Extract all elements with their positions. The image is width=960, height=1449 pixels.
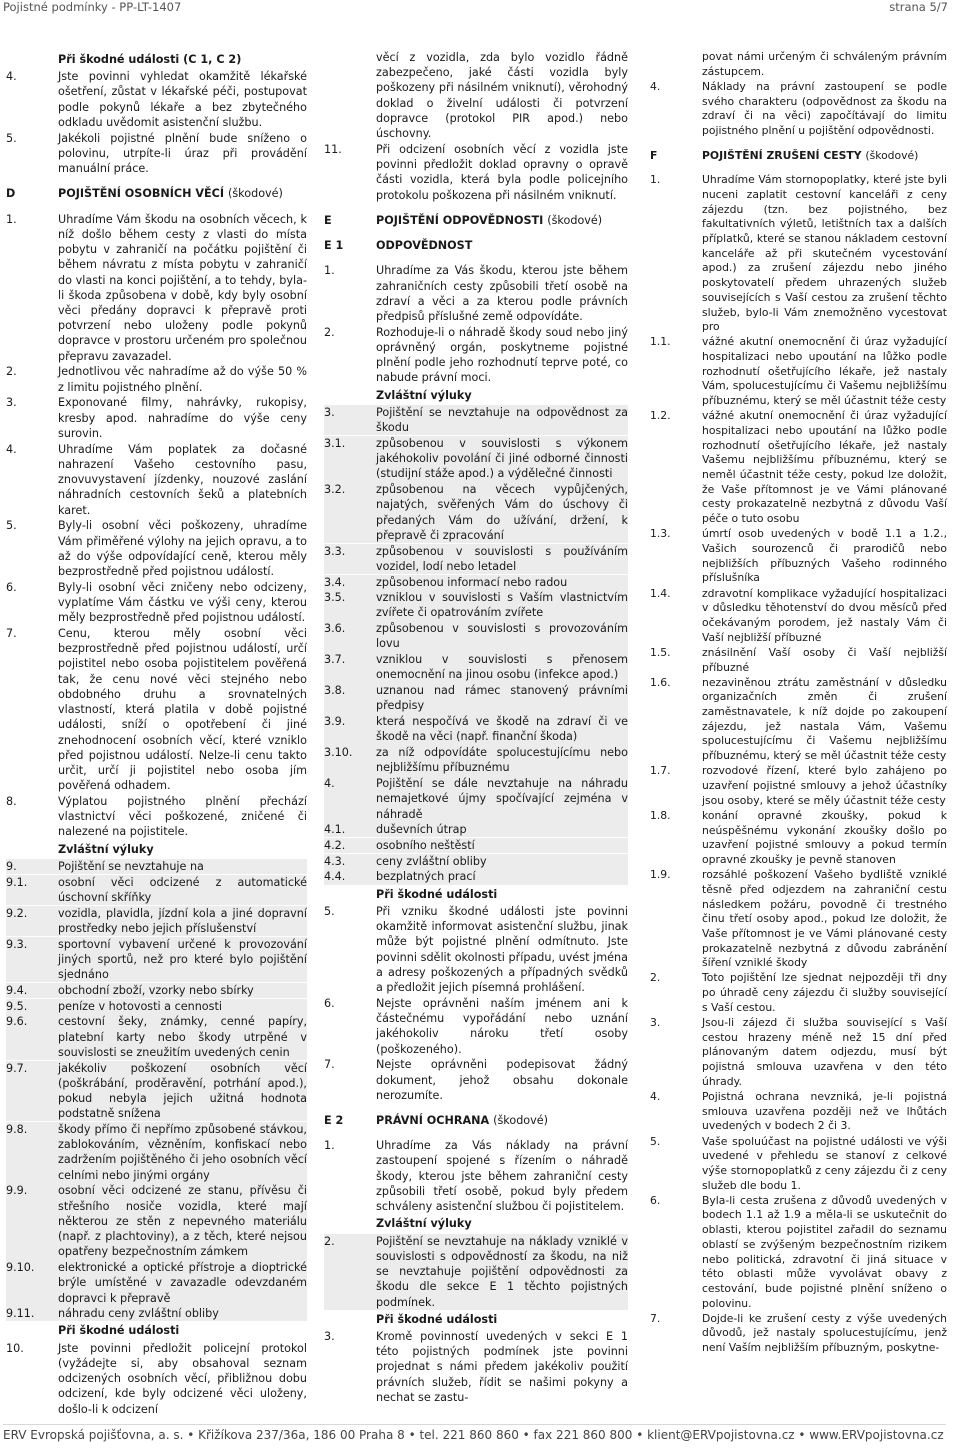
clause-item: [324, 142, 628, 203]
clause-item: [324, 325, 628, 386]
section-title: [58, 186, 283, 201]
subsection-heading: Při škodné události: [376, 887, 498, 901]
clause-text: věcí z vozidla, zda bylo vozidlo řádně zabezpečeno, jaké části vozidla byly poškozeny při násilném vniknutí), věrohodný doklad o živelní události či potvrzení dopravce (protokol PIR apod.) nebo úschovny.: [376, 51, 628, 141]
clause-item: [6, 364, 307, 394]
section-title: [702, 149, 918, 164]
section-heading: [6, 186, 307, 201]
clause-number: 2.: [650, 971, 661, 985]
clause-text: Byla-li cesta zrušena z důvodů uvedených v bodech 1.1 až 1.9 a měla-li se uskutečnit do oblasti, kterou pojistitel zařadil do seznamu oblastí se zvýšeným bezpečnostním rizikem nebo politická, zdravotní či jiná situace v této oblasti může vyvolávat obavy z cestování, bude pojistné plnění sníženo o polovinu.: [702, 1193, 947, 1310]
clause-number: 5.: [6, 131, 17, 145]
clause-number: 5.: [6, 519, 17, 533]
exclusion-item: [324, 590, 628, 620]
section-title: [376, 238, 472, 253]
clause-number: 5.: [650, 1134, 661, 1148]
clause-item: [324, 50, 628, 141]
clause-item: [6, 212, 307, 364]
clause-number: 1.: [6, 212, 17, 226]
clause-number: [650, 50, 702, 79]
section-heading: [650, 149, 947, 164]
clause-number: 1.: [324, 264, 335, 278]
clause-number: 9.7.: [6, 1061, 58, 1122]
clause-text: Výplatou pojistného plnění přechází vlastnictví věci poškozené, zničené či nalezené na pojistitele.: [58, 795, 307, 839]
clause-number: 7.: [324, 1058, 335, 1072]
clause-number: 6.: [650, 1193, 661, 1207]
clause-text: Nejste oprávněni naším jménem ani k částečnému vypořádání nebo uznání jakéhokoliv nároku třetí osoby (poškozeného).: [376, 996, 628, 1056]
clause-item: [650, 764, 947, 808]
exclusion-item: [324, 776, 628, 822]
clause-text: vozidla, plavidla, jízdní kola a jiné dopravní prostředky nebo jejich příslušenství: [58, 906, 307, 935]
clause-number: 9.11.: [6, 1306, 58, 1321]
section-title-suffix: (škodové): [547, 213, 603, 227]
clause-text: osobní věci odcizené ze stanu, přívěsu či střešního nosiče vozidla, které mají některou ze stěn z nepevného materiálu (např. z plachtoviny), a z těch, které nejsou opatřeny bezpečnostním zámkem: [58, 1184, 307, 1259]
clause-text: Jakékoli pojistné plnění bude sníženo o polovinu, utrpíte-li úraz při provádění manuální práce.: [58, 131, 307, 176]
clause-number: 9.4.: [6, 983, 58, 998]
clause-number: 3.9.: [324, 714, 376, 744]
exclusion-item: [324, 405, 628, 435]
clause-item: [6, 69, 307, 130]
clause-item: [650, 173, 947, 335]
clause-text: způsobenou na věcech vypůjčených, najatých, svěřených Vám do úschovy či předaných Vám do užívání, držení, k přepravě či zpracování: [376, 483, 628, 542]
clause-item: [6, 131, 307, 177]
clause-item: [650, 1312, 947, 1356]
clause-number: 1.1.: [650, 335, 671, 349]
clause-text: škody přímo či nepřímo způsobené stávkou, zablokováním, vězněním, konfiskací nebo zadržením pojištěného či jeho osobních věcí celními nebo jinými orgány: [58, 1122, 307, 1182]
clause-item: [6, 794, 307, 840]
exclusion-item: [6, 1014, 307, 1060]
exclusion-item: [6, 1260, 307, 1306]
clause-number: 1.5.: [650, 645, 671, 659]
clause-text: Jste povinni vyhledat okamžitě lékařské ošetření, zůstat v lékařské péči, postupovat podle pokynů lékaře a bez zbytečného odkladu uvědomit asistenční službu.: [58, 70, 307, 129]
clause-text: Jste povinni předložit policejní protokol (vyžádejte si, aby obsahoval seznam odcizených osobních věcí, přibližnou dobu odcizení, kde byly odcizené věci uloženy, došlo-li k odcizení: [58, 1341, 307, 1416]
clause-number: 9.: [6, 859, 58, 874]
clause-item: [650, 527, 947, 586]
clause-number: 1.4.: [650, 586, 671, 600]
clause-number: 4.2.: [324, 838, 376, 853]
section-title-text: POJIŠTĚNÍ ODPOVĚDNOSTI: [376, 213, 544, 227]
page-number: strana 5/7: [889, 0, 948, 14]
clause-text: Rozhoduje-li o náhradě škody soud nebo jiný oprávněný orgán, poskytneme pojistné plnění podle jeho rozhodnutí teprve poté, co nabude právní moci.: [376, 325, 628, 385]
exclusion-item: [6, 983, 307, 998]
clause-number: 9.5.: [6, 999, 58, 1014]
clause-text: Dojde-li ke zrušení cesty z výše uvedených důvodů, jež nastaly spolucestujícímu, jenž není Vaším nejbližším příbuzným, poskytne-: [702, 1311, 947, 1355]
exclusion-item: [6, 906, 307, 936]
clause-item: [6, 626, 307, 794]
clause-text: rozvodové řízení, které bylo zahájeno po uzavření pojistné smlouvy a jehož účastníky jsou osoby, které se měly účastnit téže cesty: [702, 764, 947, 807]
clause-item: [650, 809, 947, 868]
clause-number: 8.: [6, 795, 17, 809]
exclusion-item: [324, 869, 628, 884]
clause-text: vzniklou v souvislosti s přenosem onemocnění na jinou osobu (infekce apod.): [376, 653, 628, 682]
clause-number: 9.8.: [6, 1122, 58, 1183]
clause-number: 1.9.: [650, 868, 671, 882]
clause-number: 7.: [650, 1311, 661, 1325]
clause-text: vážné akutní onemocnění či úraz vyžadující hospitalizaci nebo upoutání na lůžko podle rozhodnutí ošetřujícího lékaře, jež nastaly Vašemu nejbližšímu příbuznému, který se neměl účastnit téže cesty, pokud lze doložit, že Vaše přítomnost je ve Vámi plánované cesty prokazatelně nezbytná z důvodu Vaší péče o tuto osobu: [702, 409, 947, 526]
clause-number: 6.: [6, 580, 17, 594]
clause-text: elektronické a optické přístroje a dioptrické brýle umístěné v zavazadle odevzdaném dopravci k přepravě: [58, 1261, 307, 1305]
clause-number: 3.8.: [324, 683, 376, 713]
clause-text: náhradu ceny zvláštní obliby: [58, 1306, 307, 1321]
clause-number: 4.: [6, 442, 17, 456]
exclusion-item: [6, 1306, 307, 1321]
clause-text: Vaše spoluúčast na pojistné události ve výši uvedené v přehledu se stanoví z celkové výše stornopoplatků z ceny zájezdu či z ceny služeb dle bodu 1.: [702, 1134, 947, 1192]
subsection-heading: Zvláštní výluky: [58, 842, 154, 856]
clause-text: Byly-li osobní věci zničeny nebo odcizeny, vyplatíme Vám částku ve výši ceny, kterou měly bezprostředně před pojistnou událostí.: [58, 580, 307, 625]
clause-text: Pojištění se nevztahuje na: [58, 859, 307, 874]
clause-number: 9.3.: [6, 937, 58, 983]
exclusion-item: [6, 1061, 307, 1122]
section-title-text: POJIŠTĚNÍ ZRUŠENÍ CESTY: [702, 148, 862, 162]
clause-number: 3.6.: [324, 621, 376, 651]
clause-number: 11.: [324, 142, 342, 156]
clause-text: Náklady na právní zastoupení se podle svého charakteru (odpovědnost za škodu na zdraví či na věci) započítávají do limitu pojistného plnění u pojištění odpovědnosti.: [702, 79, 947, 137]
section-code: E: [324, 213, 332, 227]
clause-text: Uhradíme Vám škodu na osobních věcech, k níž došlo během cesty z vlasti do místa pobytu v zahraničí na počátku pojištění či během návratu z místa pobytu v zahraničí do vlasti na konci pojištění, a to tehdy, byla-li škoda způsobena v době, kdy byly osobní věci předány dopravci k přepravě proti potvrzení nebo uloženy podle pokynů dopravce v prostoru určeném pro společnou přepravu zavazadel.: [58, 212, 307, 363]
clause-number: 3.10.: [324, 745, 376, 775]
clause-number: 4.: [324, 776, 376, 822]
clause-number: 2.: [324, 1234, 376, 1310]
clause-text: rozsáhlé poškození Vašeho bydliště vzniklé těsně před odjezdem na zahraniční cestu následkem požáru, povodně či trestného činu třetí osoby apod., pokud lze doložit, že Vaše přítomnost je ve Vámi plánované cesty prokazatelně nezbytná z důvodu zabránění šíření vzniklé škody: [702, 868, 947, 970]
clause-text: Pojištění se nevztahuje na náklady vzniklé v souvislosti s odpovědností za škodu, na niž se nevztahuje pojištění odpovědnosti za škodu dle sekce E 1 těchto pojistných podmínek.: [376, 1234, 628, 1309]
clause-text: Nejste oprávněni podepisovat žádný dokument, jehož obsahu dokonale nerozumíte.: [376, 1058, 628, 1102]
clause-text: Uhradíme Vám stornopoplatky, které jste byli nuceni zaplatit cestovní kanceláři z ceny zájezdu (tzn. bez pojistného, bez fakultativních výletů, letištních tax a dalších příplatků, které se stanou nákladem cestovní kanceláře až při skutečném vycestování apod.) za zrušení zájezdu nebo jiného poskytovatelí předem uhrazených služeb souvisejících s Vaší cestou za zrušení těchto služeb, bylo-li Vám znemožněno vycestovat pro: [702, 173, 947, 334]
exclusion-item: [324, 854, 628, 869]
clause-text: Pojistná ochrana nevzniká, je-li pojistná smlouva uzavřena později než ve lhůtách uvedených v bodech 2 či 3.: [702, 1089, 947, 1133]
clause-text: osobního neštěstí: [376, 838, 628, 853]
exclusion-item: [324, 652, 628, 682]
clause-number: 4.: [650, 79, 661, 93]
section-code: F: [650, 148, 658, 162]
clause-number: 3.: [324, 405, 376, 435]
clause-text: Uhradíme za Vás škodu, kterou jste během zahraničních cesty způsobili třetí osobě na zdraví a věci a za kterou podle právních předpisů příslušné země odpovídáte.: [376, 264, 628, 324]
clause-text: duševních útrap: [376, 822, 628, 837]
clause-item: [6, 395, 307, 441]
clause-number: 10.: [6, 1341, 24, 1355]
clause-item: [324, 1057, 628, 1103]
clause-text: úmrtí osob uvedených v bodě 1.1 a 1.2., Vašich sourozenců či prarodičů nebo nejbližších příbuzných Vašeho rodinného příslušníka: [702, 527, 947, 585]
clause-text: Toto pojištění lze sjednat nejpozději tři dny po úhradě ceny zájezdu či služby související s Vaší cestou.: [702, 971, 947, 1014]
clause-number: 1.: [650, 173, 661, 187]
clause-number: 3.7.: [324, 652, 376, 682]
clause-text: znásilnění Vaší osoby či Vaší nejbližší příbuzné: [702, 645, 947, 674]
clause-number: 1.7.: [650, 764, 671, 778]
clause-text: vážné akutní onemocnění či úraz vyžadující hospitalizaci nebo upoutání na lůžko podle rozhodnutí ošetřujícího lékaře, jež nastaly Vám, spolucestujícímu či Vašemu nejbližšímu příbuznému, který se měl účastnit téže cesty: [702, 335, 947, 408]
clause-text: Uhradíme za Vás náklady na právní zastoupení spojené s řízením o náhradě škody, kterou jste během zahraniční cesty způsobili třetí osobě, pokud byly předem schváleny asistenční službou či pojistitelem.: [376, 1139, 628, 1214]
subsection-heading: Při škodné události (C 1, C 2): [58, 53, 242, 66]
clause-item: [650, 676, 947, 764]
clause-number: 7.: [6, 626, 17, 640]
clause-text: Při vzniku škodné události jste povinni okamžitě informovat asistenční službu, jinak může být pojistné plnění odmítnuto. Jste povinni sdělit okolnosti případu, uvést jména a adresy poškozených a případných svědků a předložit jejich písemná prohlášení.: [376, 904, 628, 995]
clause-item: [650, 50, 947, 79]
exclusion-item: [6, 859, 307, 874]
exclusion-item: [6, 1183, 307, 1259]
clause-number: 1.6.: [650, 675, 671, 689]
exclusion-item: [324, 621, 628, 651]
clause-text: obchodní zboží, vzorky nebo sbírky: [58, 983, 307, 998]
clause-item: [324, 263, 628, 324]
clause-text: která nespočívá ve škodě na zdraví či ve škodě na věci (např. finanční škoda): [376, 715, 628, 744]
clause-item: [650, 587, 947, 646]
clause-text: povat námi určeným či schváleným právním zástupcem.: [702, 50, 947, 78]
clause-number: 4.3.: [324, 854, 376, 869]
clause-number: 6.: [324, 996, 335, 1010]
clause-text: vzniklou v souvislosti s Vaším vlastnictvím zvířete či opatrováním zvířete: [376, 591, 628, 620]
section-title-suffix: (škodové): [493, 1113, 549, 1127]
clause-item: [6, 1341, 307, 1417]
section-title-suffix: (škodové): [865, 148, 919, 162]
clause-item: [650, 1135, 947, 1194]
section-title-text: PRÁVNÍ OCHRANA: [376, 1113, 490, 1127]
exclusion-item: [324, 838, 628, 853]
clause-item: [324, 1138, 628, 1214]
section-heading: [324, 1113, 628, 1128]
section-heading: [324, 238, 628, 253]
clause-item: [650, 409, 947, 527]
exclusion-item: [6, 875, 307, 905]
clause-text: za níž odpovídáte spolucestujícímu nebo nejbližšímu příbuznému: [376, 746, 628, 775]
clause-number: 5.: [324, 904, 335, 918]
clause-text: nezaviněnou ztrátu zaměstnání v důsledku organizačních změn či zrušení zaměstnavatele, k níž dojde po zakoupení zájezdu, jež nastala Vám, Vašemu spolucestujícímu či Vašemu nejbližšímu příbuznému, který se měl účastnit téže cesty: [702, 675, 947, 763]
clause-number: 3.4.: [324, 575, 376, 590]
clause-number: 3.: [6, 396, 17, 410]
clause-item: [324, 904, 628, 995]
section-code: E 2: [324, 1113, 344, 1127]
clause-text: způsobenou v souvislosti s výkonem jakéhokoliv povolání či jiné odborné činnosti (studijní stáže apod.) a výdělečné činnosti: [376, 436, 628, 481]
clause-text: peníze v hotovosti a cennosti: [58, 999, 307, 1014]
column-right: [650, 50, 947, 1356]
clause-text: cestovní šeky, známky, cenné papíry, platební karty nebo škody utrpěné v souvislosti se zneužitím uvedených cenin: [58, 1015, 307, 1059]
clause-text: uznanou nad rámec stanovený právními předpisy: [376, 684, 628, 713]
exclusion-item: [324, 482, 628, 543]
section-title-suffix: (škodové): [227, 187, 283, 201]
clause-text: Uhradíme Vám poplatek za dočasné nahrazení Vašeho cestovního pasu, znovuvystavení jízdenky, nouzové zaslání náhradních cestovních šeků a platebních karet.: [58, 442, 307, 517]
clause-text: bezplatných prací: [376, 869, 628, 884]
clause-number: 9.1.: [6, 875, 58, 905]
clause-item: [324, 1329, 628, 1405]
clause-number: [324, 50, 376, 141]
exclusion-item: [324, 1234, 628, 1310]
clause-text: způsobenou v souvislosti s používáním vozidel, lodí nebo letadel: [376, 544, 628, 573]
section-code: D: [6, 187, 16, 201]
exclusion-item: [324, 436, 628, 482]
exclusion-item: [324, 544, 628, 574]
section-title: [376, 213, 602, 228]
clause-text: Jsou-li zájezd či služba související s Vaší cestou hrazeny méně než 15 dní před plánovaným datem odjezdu, musí být pojistná smlouva uzavřena v den této úhrady.: [702, 1016, 947, 1088]
clause-item: [6, 580, 307, 626]
section-heading: [324, 213, 628, 228]
clause-text: zdravotní komplikace vyžadující hospitalizaci v důsledku těhotenství do dvou měsíců před očekávaným porodem, jež nastaly Vám či Vaší nejbližší příbuzné: [702, 586, 947, 644]
clause-number: 9.9.: [6, 1183, 58, 1259]
clause-text: osobní věci odcizené z automatické úschovní skříňky: [58, 875, 307, 904]
exclusion-item: [6, 1122, 307, 1183]
clause-item: [650, 80, 947, 139]
clause-number: 3.2.: [324, 482, 376, 543]
exclusion-item: [324, 683, 628, 713]
clause-number: 1.3.: [650, 527, 671, 541]
clause-number: 4.4.: [324, 869, 376, 884]
clause-text: ceny zvláštní obliby: [376, 854, 628, 869]
clause-number: 9.10.: [6, 1260, 58, 1306]
clause-number: 2.: [6, 365, 17, 379]
page-footer: ERV Evropská pojišťovna, a. s. • Křižíkova 237/36a, 186 00 Praha 8 • tel. 221 860 860 • fax 221 860 800 • klient@ERVpojistovna.cz • www.ERVpojistovna.cz: [3, 1424, 946, 1445]
section-title: [376, 1113, 548, 1128]
clause-item: [324, 996, 628, 1057]
clause-text: Pojištění se nevztahuje na odpovědnost za škodu: [376, 405, 628, 435]
clause-item: [650, 335, 947, 408]
exclusion-item: [324, 575, 628, 590]
subsection-heading: Při škodné události: [58, 1324, 180, 1338]
clause-number: 4.: [650, 1089, 661, 1103]
page-header: [3, 0, 948, 14]
exclusion-item: [324, 714, 628, 744]
exclusion-item: [6, 999, 307, 1014]
clause-item: [650, 971, 947, 1015]
clause-item: [650, 646, 947, 675]
clause-number: 9.2.: [6, 906, 58, 936]
column-middle: [324, 50, 628, 1406]
clause-number: 3.: [324, 1330, 335, 1344]
subsection-heading: Při škodné události: [376, 1312, 498, 1326]
exclusion-item: [6, 937, 307, 983]
clause-number: 4.1.: [324, 822, 376, 837]
clause-text: způsobenou informací nebo radou: [376, 575, 628, 590]
clause-text: Jednotlivou věc nahradíme až do výše 50 % z limitu pojistného plnění.: [58, 365, 307, 394]
section-title-text: POJIŠTĚNÍ OSOBNÍCH VĚCÍ: [58, 187, 225, 201]
clause-text: Exponované filmy, nahrávky, rukopisy, kresby apod. nahradíme do výše ceny surovin.: [58, 396, 307, 440]
column-left: [6, 50, 307, 1417]
section-title-text: ODPOVĚDNOST: [376, 239, 473, 253]
clause-text: sportovní vybavení určené k provozování jiných sportů, než pro které bylo pojištění sjednáno: [58, 937, 307, 982]
clause-number: 1.8.: [650, 808, 671, 822]
clause-item: [6, 442, 307, 518]
clause-number: 1.: [324, 1139, 335, 1153]
subsection-heading: Zvláštní výluky: [376, 1217, 472, 1231]
clause-number: 3.1.: [324, 436, 376, 482]
clause-item: [650, 868, 947, 971]
clause-text: Kromě povinností uvedených v sekci E 1 této pojistných podmínek jste povinni projednat s námi předem jakékoliv použití právních služeb, řídit se našimi pokyny a nechat se zastu-: [376, 1330, 628, 1404]
clause-item: [650, 1090, 947, 1134]
clause-number: 3.5.: [324, 590, 376, 620]
clause-number: 9.6.: [6, 1014, 58, 1060]
clause-text: Při odcizení osobních věcí z vozidla jste povinni předložit doklad opravny o opravě části vozidla, která byla podle policejního protokolu poškozena při násilném vniknutí.: [376, 142, 628, 202]
clause-number: 2.: [324, 325, 335, 339]
exclusion-item: [324, 745, 628, 775]
section-code: E 1: [324, 239, 344, 253]
clause-text: Pojištění se dále nevztahuje na náhradu nemajetkové újmy spočívající zejména v náhradě: [376, 777, 628, 821]
clause-number: 3.3.: [324, 544, 376, 574]
clause-number: 1.2.: [650, 409, 671, 423]
clause-number: 4.: [6, 70, 17, 84]
clause-text: způsobenou v souvislosti s provozováním lovu: [376, 622, 628, 651]
clause-item: [650, 1016, 947, 1089]
subsection-heading: Zvláštní výluky: [376, 388, 472, 402]
clause-text: jakékoliv poškození osobních věcí (poškrábání, proděravění, potrhání apod.), pokud nebyla jejich užitná hodnota podstatně snížena: [58, 1061, 307, 1121]
clause-text: konání opravné zkoušky, pokud k neúspěšnému vykonání zkoušky došlo po uzavření pojistné smlouvy a pokud termín opravné zkoušky je pevně stanoven: [702, 808, 947, 866]
clause-text: Cenu, kterou měly osobní věci bezprostředně před pojistnou událostí, určí pojistitel nebo osoba pojistitelem pověřená tak, že cenu nové věci stejného nebo obdobného druhu a srovnatelných vlastností, která platila v době pojistné události, sníží o opotřebení či jiné znehodnocení osobních věcí, které vzniklo před pojistnou událostí. Nelze-li cenu takto určit, určí ji pojistitel nebo osoba jím pověřená odhadem.: [58, 626, 307, 793]
exclusion-item: [324, 822, 628, 837]
clause-item: [6, 518, 307, 579]
clause-item: [650, 1194, 947, 1312]
document-title: Pojistné podmínky - PP-LT-1407: [3, 0, 182, 14]
clause-text: Byly-li osobní věci poškozeny, uhradíme Vám přiměřené výlohy na jejich opravu, a to až do výše odpovídající ceně, kterou měly bezprostředně před pojistnou událostí.: [58, 519, 307, 578]
clause-number: 3.: [650, 1016, 661, 1029]
